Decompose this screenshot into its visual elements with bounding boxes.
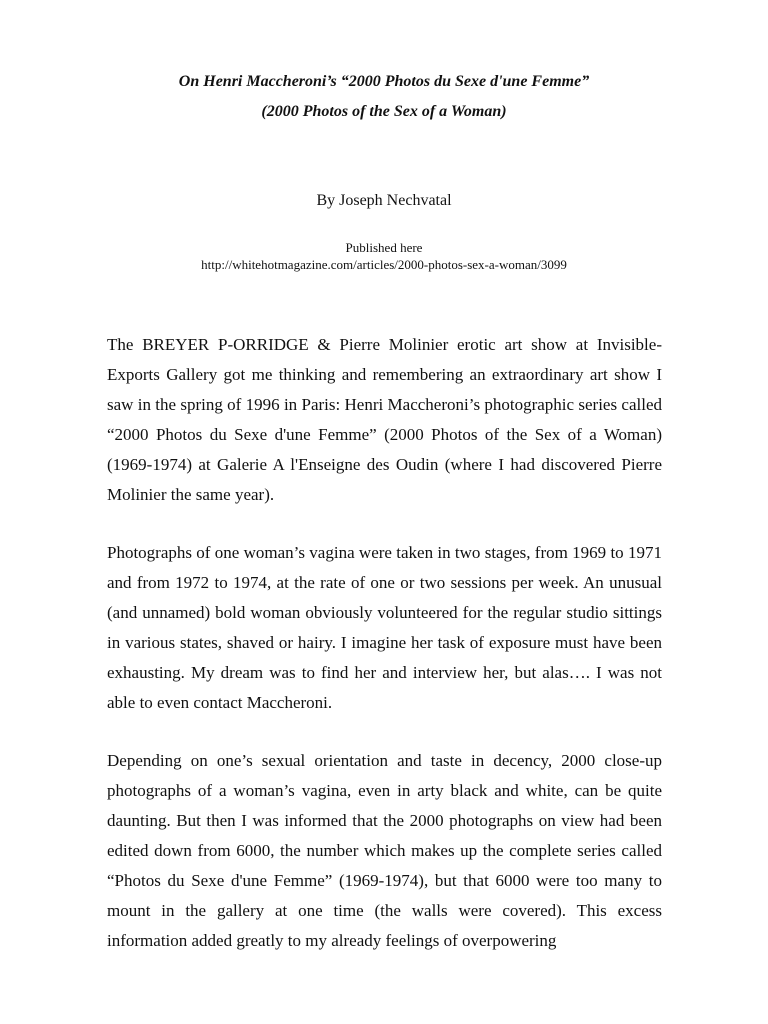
document-title-line-2: (2000 Photos of the Sex of a Woman) bbox=[261, 103, 507, 120]
body-paragraph-2: Photographs of one woman’s vagina were taken in two stages, from 1969 to 1971 and from 1972 to 1974, at the rate of one or two sessions per week. An unusual (and unnamed) bold woman obviously volunteered for the regular studio sittings in various states, shaved or hairy. I imagine her task of exposure must have been exhausting. My dream was to find her and interview her, but alas…. I was not able to even contact Maccheroni. bbox=[107, 543, 662, 712]
body-paragraph-3: Depending on one’s sexual orientation and taste in decency, 2000 close-up photographs of a woman’s vagina, even in arty black and white, can be quite daunting. But then I was informed that the 2000 photographs on view had been edited down from 6000, the number which makes up the complete series called “Photos du Sexe d'une Femme” (1969-1974), but that 6000 were too many to mount in the gallery at one time (the walls were covered). This excess information added greatly to my already feelings of overpowering bbox=[107, 751, 662, 950]
published-label: Published here bbox=[345, 240, 423, 255]
document-title-line-1: On Henri Maccheroni’s “2000 Photos du Sexe d'une Femme” bbox=[178, 73, 590, 90]
body-paragraph-1: The BREYER P-ORRIDGE & Pierre Molinier erotic art show at Invisible-Exports Gallery got me thinking and remembering an extraordinary art show I saw in the spring of 1996 in Paris: Henri Maccheroni’s photographic series called “2000 Photos du Sexe d'une Femme” (2000 Photos of the Sex of a Woman) (1969-1974) at Galerie A l'Enseigne des Oudin (where I had discovered Pierre Molinier the same year). bbox=[107, 335, 662, 504]
published-url: http://whitehotmagazine.com/articles/2000-photos-sex-a-woman/3099 bbox=[201, 257, 567, 272]
author-byline: By Joseph Nechvatal bbox=[316, 192, 452, 209]
